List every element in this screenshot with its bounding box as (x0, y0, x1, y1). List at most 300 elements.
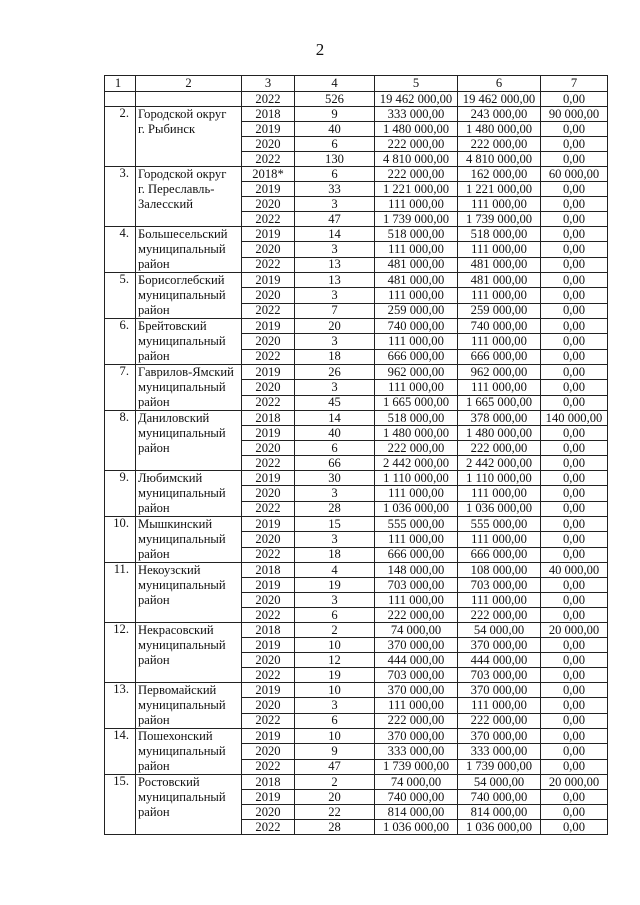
row-number-cell: 15. (105, 775, 136, 835)
amount-cell: 518 000,00 (375, 411, 458, 426)
year-cell: 2022 (242, 257, 295, 272)
year-cell: 2020 (242, 137, 295, 152)
amount-cell: 0,00 (541, 122, 608, 137)
amount-cell: 0,00 (541, 288, 608, 303)
amount-cell: 555 000,00 (458, 517, 541, 532)
row-number-cell: 9. (105, 471, 136, 517)
amount-cell: 962 000,00 (458, 365, 541, 380)
amount-cell: 740 000,00 (458, 790, 541, 805)
year-cell: 2022 (242, 547, 295, 562)
count-cell: 10 (295, 638, 375, 653)
year-cell: 2020 (242, 593, 295, 608)
count-cell: 12 (295, 653, 375, 668)
table-row (105, 319, 608, 334)
count-cell: 22 (295, 805, 375, 820)
amount-cell: 0,00 (541, 426, 608, 441)
amount-cell: 0,00 (541, 501, 608, 516)
year-cell: 2020 (242, 242, 295, 257)
page-number: 2 (315, 40, 325, 59)
municipality-name-line: муниципальный (138, 578, 226, 592)
municipality-name-line: Гаврилов-Ямский (138, 365, 234, 379)
count-cell: 33 (295, 182, 375, 197)
table-row (105, 273, 608, 288)
year-cell: 2019 (242, 182, 295, 197)
amount-cell: 0,00 (541, 713, 608, 728)
table-row (105, 365, 608, 380)
data-table (104, 75, 608, 835)
year-cell: 2022 (242, 349, 295, 364)
amount-cell: 111 000,00 (458, 288, 541, 303)
amount-cell: 111 000,00 (458, 380, 541, 395)
amount-cell: 1 110 000,00 (458, 471, 541, 486)
municipality-cell (136, 365, 242, 411)
municipality-name-line: Некоузский (138, 563, 201, 577)
amount-cell: 111 000,00 (375, 532, 458, 547)
year-cell: 2019 (242, 122, 295, 137)
year-cell: 2022 (242, 92, 295, 107)
header-cell: 1 (105, 76, 136, 92)
count-cell: 7 (295, 303, 375, 318)
municipality-name-line: муниципальный (138, 744, 226, 758)
header-cell: 3 (242, 76, 295, 92)
year-cell: 2019 (242, 273, 295, 288)
count-cell: 26 (295, 365, 375, 380)
row-number-cell: 14. (105, 729, 136, 775)
amount-cell: 222 000,00 (375, 608, 458, 623)
count-cell: 19 (295, 578, 375, 593)
year-cell: 2019 (242, 729, 295, 744)
year-cell: 2018 (242, 775, 295, 790)
amount-cell: 1 036 000,00 (458, 501, 541, 516)
count-cell: 45 (295, 395, 375, 410)
amount-cell: 0,00 (541, 759, 608, 774)
row-number-cell: 13. (105, 683, 136, 729)
amount-cell: 1 739 000,00 (458, 212, 541, 227)
row-number-cell: 4. (105, 227, 136, 273)
municipality-cell (136, 273, 242, 319)
municipality-cell (136, 227, 242, 273)
amount-cell: 0,00 (541, 698, 608, 713)
count-cell: 3 (295, 698, 375, 713)
municipality-name-line: г. Рыбинск (138, 122, 196, 136)
amount-cell: 481 000,00 (458, 273, 541, 288)
count-cell: 28 (295, 501, 375, 516)
year-cell: 2019 (242, 227, 295, 242)
table-row (105, 107, 608, 122)
municipality-name-line: г. Переславль- (138, 182, 215, 196)
amount-cell: 111 000,00 (375, 486, 458, 501)
year-cell: 2022 (242, 303, 295, 318)
municipality-cell (136, 517, 242, 563)
amount-cell: 1 739 000,00 (375, 212, 458, 227)
municipality-name-line: Первомайский (138, 683, 217, 697)
amount-cell: 222 000,00 (375, 137, 458, 152)
amount-cell: 20 000,00 (541, 623, 608, 638)
amount-cell: 74 000,00 (375, 623, 458, 638)
amount-cell: 0,00 (541, 805, 608, 820)
amount-cell: 111 000,00 (375, 197, 458, 212)
municipality-cell (136, 623, 242, 683)
table-row (105, 683, 608, 698)
row-number-cell: 12. (105, 623, 136, 683)
amount-cell: 0,00 (541, 92, 608, 107)
amount-cell: 1 665 000,00 (375, 395, 458, 410)
count-cell: 3 (295, 593, 375, 608)
count-cell: 3 (295, 380, 375, 395)
count-cell: 526 (295, 92, 375, 107)
municipality-name-line: муниципальный (138, 242, 226, 256)
amount-cell: 0,00 (541, 242, 608, 257)
count-cell: 28 (295, 820, 375, 835)
municipality-name-line: муниципальный (138, 334, 226, 348)
count-cell: 18 (295, 349, 375, 364)
year-cell: 2022 (242, 759, 295, 774)
amount-cell: 0,00 (541, 683, 608, 698)
amount-cell: 0,00 (541, 182, 608, 197)
amount-cell: 111 000,00 (458, 197, 541, 212)
row-number-cell: 6. (105, 319, 136, 365)
amount-cell: 1 480 000,00 (458, 426, 541, 441)
municipality-name-line: Борисоглебский (138, 273, 225, 287)
amount-cell: 666 000,00 (375, 547, 458, 562)
municipality-name-line: район (138, 593, 170, 607)
amount-cell: 4 810 000,00 (375, 152, 458, 167)
table-row (105, 471, 608, 486)
amount-cell: 0,00 (541, 790, 608, 805)
amount-cell: 1 480 000,00 (458, 122, 541, 137)
table-row (105, 729, 608, 744)
amount-cell: 2 442 000,00 (458, 456, 541, 471)
count-cell: 3 (295, 486, 375, 501)
year-cell: 2020 (242, 380, 295, 395)
amount-cell: 222 000,00 (375, 713, 458, 728)
amount-cell: 740 000,00 (458, 319, 541, 334)
amount-cell: 140 000,00 (541, 411, 608, 426)
count-cell: 15 (295, 517, 375, 532)
table-row (105, 775, 608, 790)
amount-cell: 111 000,00 (375, 593, 458, 608)
municipality-cell (136, 92, 242, 107)
amount-cell: 1 221 000,00 (458, 182, 541, 197)
header-cell: 7 (541, 76, 608, 92)
amount-cell: 370 000,00 (375, 638, 458, 653)
municipality-name-line: район (138, 759, 170, 773)
year-cell: 2019 (242, 319, 295, 334)
amount-cell: 703 000,00 (458, 668, 541, 683)
municipality-cell (136, 411, 242, 471)
amount-cell: 555 000,00 (375, 517, 458, 532)
amount-cell: 222 000,00 (375, 167, 458, 182)
year-cell: 2020 (242, 698, 295, 713)
municipality-name-line: Ростовский (138, 775, 200, 789)
amount-cell: 111 000,00 (458, 486, 541, 501)
year-cell: 2022 (242, 152, 295, 167)
amount-cell: 0,00 (541, 137, 608, 152)
amount-cell: 60 000,00 (541, 167, 608, 182)
amount-cell: 1 665 000,00 (458, 395, 541, 410)
table-row (105, 167, 608, 182)
municipality-name-line: муниципальный (138, 532, 226, 546)
municipality-name-line: муниципальный (138, 380, 226, 394)
table-body (105, 76, 608, 835)
count-cell: 66 (295, 456, 375, 471)
count-cell: 14 (295, 227, 375, 242)
amount-cell: 222 000,00 (458, 713, 541, 728)
amount-cell: 0,00 (541, 212, 608, 227)
amount-cell: 0,00 (541, 486, 608, 501)
amount-cell: 0,00 (541, 744, 608, 759)
amount-cell: 666 000,00 (458, 349, 541, 364)
year-cell: 2019 (242, 471, 295, 486)
amount-cell: 370 000,00 (458, 683, 541, 698)
amount-cell: 0,00 (541, 578, 608, 593)
amount-cell: 0,00 (541, 668, 608, 683)
municipality-cell (136, 167, 242, 227)
year-cell: 2019 (242, 517, 295, 532)
count-cell: 4 (295, 563, 375, 578)
amount-cell: 333 000,00 (375, 107, 458, 122)
year-cell: 2022 (242, 212, 295, 227)
amount-cell: 111 000,00 (458, 593, 541, 608)
amount-cell: 111 000,00 (375, 698, 458, 713)
year-cell: 2019 (242, 365, 295, 380)
amount-cell: 0,00 (541, 273, 608, 288)
year-cell: 2019 (242, 426, 295, 441)
amount-cell: 370 000,00 (375, 729, 458, 744)
amount-cell: 108 000,00 (458, 563, 541, 578)
year-cell: 2019 (242, 790, 295, 805)
count-cell: 2 (295, 775, 375, 790)
amount-cell: 54 000,00 (458, 623, 541, 638)
amount-cell: 40 000,00 (541, 563, 608, 578)
municipality-name-line: муниципальный (138, 426, 226, 440)
municipality-name-line: муниципальный (138, 790, 226, 804)
count-cell: 40 (295, 426, 375, 441)
municipality-name-line: район (138, 441, 170, 455)
municipality-name-line: район (138, 501, 170, 515)
amount-cell: 0,00 (541, 441, 608, 456)
row-number-cell (105, 92, 136, 107)
row-number-cell: 10. (105, 517, 136, 563)
amount-cell: 1 739 000,00 (458, 759, 541, 774)
table-row (105, 517, 608, 532)
amount-cell: 259 000,00 (375, 303, 458, 318)
municipality-name-line: район (138, 713, 170, 727)
municipality-name-line: район (138, 303, 170, 317)
amount-cell: 370 000,00 (458, 729, 541, 744)
amount-cell: 243 000,00 (458, 107, 541, 122)
header-cell: 6 (458, 76, 541, 92)
amount-cell: 111 000,00 (375, 288, 458, 303)
municipality-cell (136, 729, 242, 775)
amount-cell: 222 000,00 (375, 441, 458, 456)
count-cell: 2 (295, 623, 375, 638)
amount-cell: 518 000,00 (458, 227, 541, 242)
amount-cell: 0,00 (541, 152, 608, 167)
row-number-cell: 11. (105, 563, 136, 623)
year-cell: 2022 (242, 501, 295, 516)
amount-cell: 0,00 (541, 729, 608, 744)
count-cell: 6 (295, 167, 375, 182)
amount-cell: 222 000,00 (458, 441, 541, 456)
amount-cell: 1 036 000,00 (458, 820, 541, 835)
count-cell: 3 (295, 532, 375, 547)
count-cell: 130 (295, 152, 375, 167)
year-cell: 2020 (242, 532, 295, 547)
header-row (105, 76, 608, 92)
table-row (105, 227, 608, 242)
municipality-name-line: муниципальный (138, 288, 226, 302)
municipality-cell (136, 683, 242, 729)
amount-cell: 148 000,00 (375, 563, 458, 578)
row-number-cell: 5. (105, 273, 136, 319)
amount-cell: 259 000,00 (458, 303, 541, 318)
amount-cell: 1 739 000,00 (375, 759, 458, 774)
amount-cell: 1 480 000,00 (375, 426, 458, 441)
amount-cell: 370 000,00 (458, 638, 541, 653)
amount-cell: 111 000,00 (458, 532, 541, 547)
count-cell: 20 (295, 790, 375, 805)
table-row (105, 563, 608, 578)
municipality-name-line: Брейтовский (138, 319, 207, 333)
amount-cell: 370 000,00 (375, 683, 458, 698)
count-cell: 3 (295, 288, 375, 303)
year-cell: 2022 (242, 456, 295, 471)
amount-cell: 20 000,00 (541, 775, 608, 790)
year-cell: 2019 (242, 578, 295, 593)
amount-cell: 703 000,00 (458, 578, 541, 593)
year-cell: 2020 (242, 334, 295, 349)
amount-cell: 666 000,00 (458, 547, 541, 562)
count-cell: 9 (295, 107, 375, 122)
count-cell: 10 (295, 683, 375, 698)
year-cell: 2022 (242, 395, 295, 410)
amount-cell: 0,00 (541, 471, 608, 486)
year-cell: 2020 (242, 653, 295, 668)
year-cell: 2018 (242, 563, 295, 578)
municipality-name-line: Большесельский (138, 227, 228, 241)
amount-cell: 19 462 000,00 (375, 92, 458, 107)
amount-cell: 666 000,00 (375, 349, 458, 364)
year-cell: 2020 (242, 805, 295, 820)
amount-cell: 111 000,00 (458, 242, 541, 257)
amount-cell: 0,00 (541, 608, 608, 623)
amount-cell: 111 000,00 (458, 698, 541, 713)
amount-cell: 0,00 (541, 820, 608, 835)
municipality-name-line: Даниловский (138, 411, 210, 425)
amount-cell: 74 000,00 (375, 775, 458, 790)
amount-cell: 740 000,00 (375, 319, 458, 334)
year-cell: 2018 (242, 623, 295, 638)
header-cell: 2 (136, 76, 242, 92)
municipality-cell (136, 107, 242, 167)
year-cell: 2020 (242, 744, 295, 759)
amount-cell: 1 110 000,00 (375, 471, 458, 486)
municipality-name-line: Городской округ (138, 107, 227, 121)
amount-cell: 740 000,00 (375, 790, 458, 805)
amount-cell: 0,00 (541, 319, 608, 334)
table-row (105, 623, 608, 638)
amount-cell: 703 000,00 (375, 668, 458, 683)
municipality-name-line: Залесский (138, 197, 193, 211)
amount-cell: 481 000,00 (458, 257, 541, 272)
municipality-name-line: район (138, 653, 170, 667)
amount-cell: 1 221 000,00 (375, 182, 458, 197)
amount-cell: 1 036 000,00 (375, 501, 458, 516)
amount-cell: 90 000,00 (541, 107, 608, 122)
amount-cell: 0,00 (541, 395, 608, 410)
amount-cell: 0,00 (541, 227, 608, 242)
municipality-name-line: муниципальный (138, 638, 226, 652)
amount-cell: 518 000,00 (375, 227, 458, 242)
municipality-cell (136, 775, 242, 835)
count-cell: 10 (295, 729, 375, 744)
header-cell: 5 (375, 76, 458, 92)
amount-cell: 481 000,00 (375, 273, 458, 288)
year-cell: 2020 (242, 441, 295, 456)
amount-cell: 962 000,00 (375, 365, 458, 380)
amount-cell: 333 000,00 (458, 744, 541, 759)
amount-cell: 2 442 000,00 (375, 456, 458, 471)
municipality-name-line: Любимский (138, 471, 203, 485)
count-cell: 13 (295, 273, 375, 288)
count-cell: 3 (295, 197, 375, 212)
amount-cell: 0,00 (541, 365, 608, 380)
amount-cell: 333 000,00 (375, 744, 458, 759)
municipality-name-line: муниципальный (138, 486, 226, 500)
amount-cell: 222 000,00 (458, 608, 541, 623)
amount-cell: 444 000,00 (375, 653, 458, 668)
year-cell: 2022 (242, 713, 295, 728)
amount-cell: 111 000,00 (458, 334, 541, 349)
count-cell: 6 (295, 713, 375, 728)
amount-cell: 111 000,00 (375, 334, 458, 349)
amount-cell: 4 810 000,00 (458, 152, 541, 167)
count-cell: 3 (295, 242, 375, 257)
table-row (105, 92, 608, 107)
table-row (105, 411, 608, 426)
count-cell: 6 (295, 608, 375, 623)
year-cell: 2022 (242, 608, 295, 623)
row-number-cell: 7. (105, 365, 136, 411)
amount-cell: 54 000,00 (458, 775, 541, 790)
row-number-cell: 3. (105, 167, 136, 227)
amount-cell: 0,00 (541, 456, 608, 471)
year-cell: 2020 (242, 288, 295, 303)
amount-cell: 0,00 (541, 349, 608, 364)
municipality-name-line: район (138, 349, 170, 363)
year-cell: 2019 (242, 638, 295, 653)
municipality-name-line: район (138, 395, 170, 409)
amount-cell: 111 000,00 (375, 380, 458, 395)
count-cell: 6 (295, 441, 375, 456)
amount-cell: 1 036 000,00 (375, 820, 458, 835)
municipality-name-line: Пошехонский (138, 729, 213, 743)
amount-cell: 222 000,00 (458, 137, 541, 152)
year-cell: 2020 (242, 486, 295, 501)
municipality-name-line: район (138, 257, 170, 271)
municipality-name-line: район (138, 547, 170, 561)
count-cell: 14 (295, 411, 375, 426)
amount-cell: 0,00 (541, 517, 608, 532)
amount-cell: 111 000,00 (375, 242, 458, 257)
count-cell: 40 (295, 122, 375, 137)
year-cell: 2022 (242, 668, 295, 683)
row-number-cell: 8. (105, 411, 136, 471)
amount-cell: 0,00 (541, 197, 608, 212)
amount-cell: 703 000,00 (375, 578, 458, 593)
municipality-name-line: Городской округ (138, 167, 227, 181)
